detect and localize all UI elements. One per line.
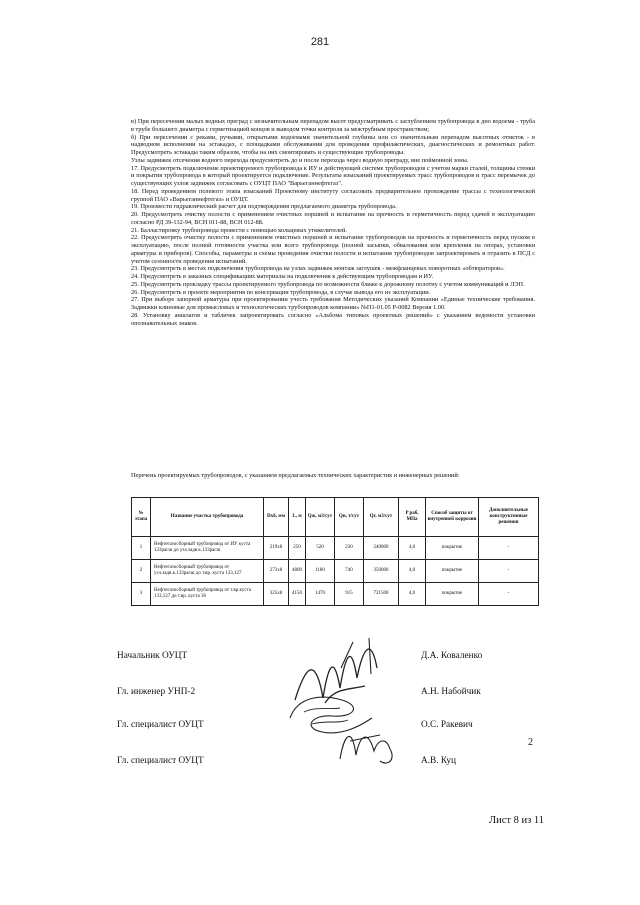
cell: 3 [132,583,151,606]
cell: 325х8 [264,583,289,606]
cell: Нефтегазосборный трубопровод от т.вр.куста 133,127 до т.вр. куста 36 [151,583,264,606]
cell: 4,0 [399,537,426,560]
col-gas-flow: Qг, м3/сут [364,498,399,537]
cell: 350000 [364,560,399,583]
signer-position: Гл. специалист ОУЦТ [117,756,204,766]
cell: 1 [132,537,151,560]
paragraph: 21. Балластировку трубопровода провести с помощью кольцевых утяжелителей. [131,226,347,234]
signer-name: Д.А. Коваленко [421,651,483,661]
cell: 915 [335,583,364,606]
cell: 4800 [289,560,306,583]
cell: Нефтегазосборный трубопровод от ИУ куста 133расш до узл.задв.к.133расш [151,537,264,560]
cell: покрытие [426,537,479,560]
col-extra-solutions: Дополнительные конструктивные решения [479,498,539,537]
table-header-row [132,498,539,537]
paragraph: 22. Предусмотреть очистку полости с применением очистных поршней и испытание трубопроводов на прочность и герметичность перед пуском в эксплуатацию, после полной готовности участка или всего трубопровода (полной засыпки, обвалования или крепления на опорах, установки арматуры и приборов). Способы, параметры и схемы проведения очистки полости и испытания трубопроводов запроектировать и отразить в ПСД с учетом сезонности проведения испытаний. [131,234,535,265]
pipelines-table [131,497,539,606]
cell: 4,0 [399,560,426,583]
col-length: L, м [289,498,306,537]
paragraph: б) При пересечении с реками, ручьями, открытыми водоемами значительной глубины или со значительным перепадом высотных отметок - в надводном исполнении на эстакадах, с площадками обслуживания для проведения профилактических, диагностических и ремонтных работ. Предусмотреть эстакады таким образом, чтобы на них смонтировать и существующие трубопроводы. [131,133,535,156]
signer-name: А.Н. Набойчик [421,687,481,697]
cell: 273х8 [264,560,289,583]
cell: 250 [289,537,306,560]
paragraph: 26. Предусмотреть в проекте мероприятия по консервации трубопровода, в случае вывода его из эксплуатации. [131,288,431,296]
col-oil-flow: Qн, т/сут [335,498,364,537]
col-corrosion: Способ защиты от внутренней коррозии [426,498,479,537]
page-number: 281 [310,36,330,48]
table-intro: Перечень проектируемых трубопроводов, с указанием предлагаемых технических характеристик и инженерных решений: [131,472,460,479]
cell: 230 [335,537,364,560]
cell: покрытие [426,560,479,583]
cell: 520 [306,537,335,560]
paragraph: 23. Предусмотреть в местах подключения трубопровода на узлах задвижек монтаж заглушек - межфланцевых поворотных «обтюраторов». [131,265,505,273]
cell: 4150 [289,583,306,606]
requirements-text [131,118,535,327]
signer-name: О.С. Ракевич [421,720,473,730]
sheet-label: Лист 8 из 11 [489,815,544,826]
cell: покрытие [426,583,479,606]
cell: 1180 [306,560,335,583]
table-row [132,583,539,606]
col-diameter: Dxδ, мм [264,498,289,537]
signature-mark [330,715,410,770]
table-row [132,537,539,560]
cell: 240000 [364,537,399,560]
cell: - [479,583,539,606]
footer-page-number: 2 [528,737,533,748]
col-name: Название участка трубопровода [151,498,264,537]
cell: 1470 [306,583,335,606]
paragraph: 20. Предусмотреть очистку полости с применением очистных поршней и испытание на прочность и герметичность перед сдачей в эксплуатацию согласно РД 39-132-94, ВСН 011-88, ВСН 012-88. [131,211,535,226]
cell: - [479,560,539,583]
cell: 721500 [364,583,399,606]
cell: Нефтегазосборный трубопровод от узл.задв.к.133расш до т.вр. куста 133,127 [151,560,264,583]
col-liquid-flow: Qж, м3/сут [306,498,335,537]
cell: 740 [335,560,364,583]
cell: - [479,537,539,560]
signer-position: Гл. инженер УНП-2 [117,687,196,697]
paragraph: 24. Предусмотреть в заказных спецификациях материалы на подключения к действующим трубопроводам и ИУ. [131,273,434,280]
table-row [132,560,539,583]
paragraph: 25. Предусмотреть прокладку трассы проектируемого трубопровода по возможности ближе к дорожному полотну с учетом коммуникаций и ЛЭП. [131,280,525,288]
cell: 2 [132,560,151,583]
signer-position: Гл. специалист ОУЦТ [117,720,204,730]
col-pressure: P раб, МПа [399,498,426,537]
signer-name: А.В. Куц [421,756,457,766]
paragraph: 27. При выборе запорной арматуры при проектировании учесть требования Методических указаний Компании «Единые технические требования. Задвижки клиновые для промысловых и технологических трубопроводов компании» №П1-01.05 Р-0082 Версия 1.00. [131,296,535,311]
col-stage: № этапа [132,498,151,537]
paragraph: в) При пересечении малых водных преград с незначительным перепадом высот предусматривать с заглублением трубопровода в дно водоема - труба в трубе большего диаметра с герметизацией концов и выводом точки контроля за межтрубным пространством; [131,118,535,133]
cell: 4,0 [399,583,426,606]
paragraph: 17. Предусмотреть подключение проектируемого трубопровода к ИУ и действующей системе трубопроводов с учетом марки сталей, толщины стенки и покрытия трубопровода в который проектируется подключение. Результаты изысканий проектируемых трасс трубопроводов и трасс перемычек до существующих узлов задвижек согласовать с ОУЦТ ПАО "Варьеганнефтегаз". [131,164,535,187]
paragraph: 19. Произвести гидравлический расчет для подтверждения предлагаемого диаметра трубопровода. [131,203,397,211]
signer-position: Начальник ОУЦТ [117,651,188,661]
cell: 219х8 [264,537,289,560]
paragraph: Узлы задвижек отсечения водного перехода предусмотреть до и после перехода через водную преграду, вне поймонной зоны. [131,156,469,164]
paragraph: 18. Перед проведением полевого этапа изысканий Проектному институту согласовать предварительное прохождение трассы с технологической группой ПАО «Варьеганнефтегаз» и ОУЦТ. [131,187,535,203]
paragraph: 28. Установку аншлагов и табличек запроектировать согласно «Альбома типовых проектных решений» с указанием ведомости установки опознавательных знаков. [131,311,535,327]
